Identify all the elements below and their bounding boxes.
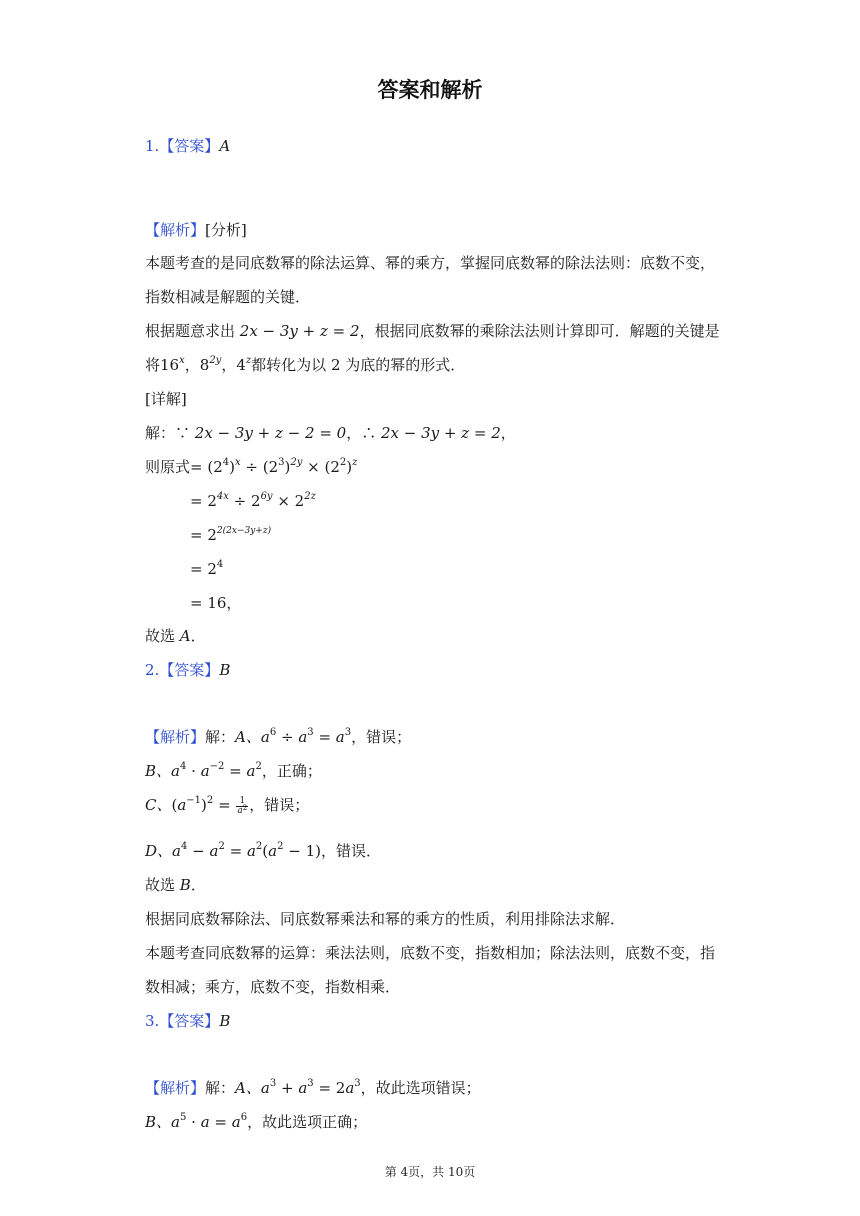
q2-option-d: D、$a^4 - a^2 = a^2(a^2 - 1)$，错误． <box>145 841 381 860</box>
q3-answer-label: 3.【答案】 <box>145 1012 220 1030</box>
q1-original-label: 则原式 <box>145 458 191 476</box>
q1-analysis-label: 【解析】 <box>145 221 206 239</box>
q2-fraction: $\frac{1}{a^2}$ <box>237 795 248 816</box>
q1-answer-label: 1.【答案】 <box>145 137 220 155</box>
q2-choice: 故选 B． <box>145 876 206 894</box>
q2-answer-label: 2.【答案】 <box>145 661 220 679</box>
q1-step-4: = $2^4$ <box>190 559 224 578</box>
q1-detail-tag: [详解] <box>145 390 187 408</box>
q2-answer-line <box>145 660 230 680</box>
q3-answer-line <box>145 1011 230 1031</box>
q1-choice: 故选 A． <box>145 627 206 645</box>
q2-note-1: 根据同底数幂除法、同底数幂乘法和幂的乘方的性质，利用排除法求解． <box>145 910 626 928</box>
q1-para1b: 指数相减是解题的关键． <box>145 288 311 306</box>
q2-option-a: 【解析】解：A、$a^6 \div a^3 = a^3$，错误； <box>145 727 412 746</box>
page-footer: 第 4页，共 10页 <box>384 1165 476 1179</box>
q3-option-a: 【解析】解：A、$a^3 + a^3 = 2a^3$，故此选项错误； <box>145 1078 481 1097</box>
q3-option-b: B、$a^5 \cdot a = a^6$，故此选项正确； <box>145 1112 368 1131</box>
q1-equation: 2x − 3y + z = 2 <box>239 322 360 340</box>
q1-solution-line: 解：∵ 2x − 3y + z − 2 = 0，∴ 2x − 3y + z = 2， <box>145 424 516 442</box>
q1-step-5: = 16， <box>190 594 242 612</box>
q3-analysis-label: 【解析】 <box>145 1079 206 1097</box>
q2-option-c: C、$(a^{-1})^2$ = $\frac{1}{a^2}$ ，错误； <box>145 795 310 816</box>
q2-note-2a: 本题考查同底数幂的运算：乘法法则，底数不变，指数相加；除法法则，底数不变，指 <box>145 944 716 962</box>
q1-para1a: 本题考查的是同底数幂的除法运算、幂的乘方，掌握同底数幂的除法法则：底数不变， <box>145 254 716 272</box>
q2-note-2b: 数相减；乘方，底数不变，指数相乘． <box>145 978 401 996</box>
page-title: 答案和解析 <box>377 78 483 102</box>
q1-para2b: 将16$^x$，$8^{2y}$，4$^z$都转化为以 2 为底的幂的形式． <box>145 355 466 374</box>
q1-analysis-tag: [分析] <box>205 221 247 239</box>
q1-step-2: = $2^{4x} \div 2^{6y} \times 2^{2z}$ <box>190 491 316 510</box>
q1-step-3: = $2^{2(2x-3y+z)}$ <box>190 526 272 544</box>
q3-answer: B <box>219 1012 231 1030</box>
q2-analysis-label: 【解析】 <box>145 728 206 746</box>
q1-answer: A <box>219 137 231 155</box>
q2-answer: B <box>219 661 231 679</box>
q2-option-b: B、$a^4 \cdot a^{-2} = a^2$，正确； <box>145 761 322 780</box>
q1-answer-line <box>145 136 230 156</box>
q1-step-1: 则原式= $(2^4)^x \div (2^3)^{2y} \times (2^2)^z$ <box>145 457 358 476</box>
q1-para2a: 根据题意求出 2x − 3y + z = 2，根据同底数幂的乘除法法则计算即可．解题的关键是 <box>145 322 720 340</box>
q1-analysis-line <box>145 220 247 240</box>
